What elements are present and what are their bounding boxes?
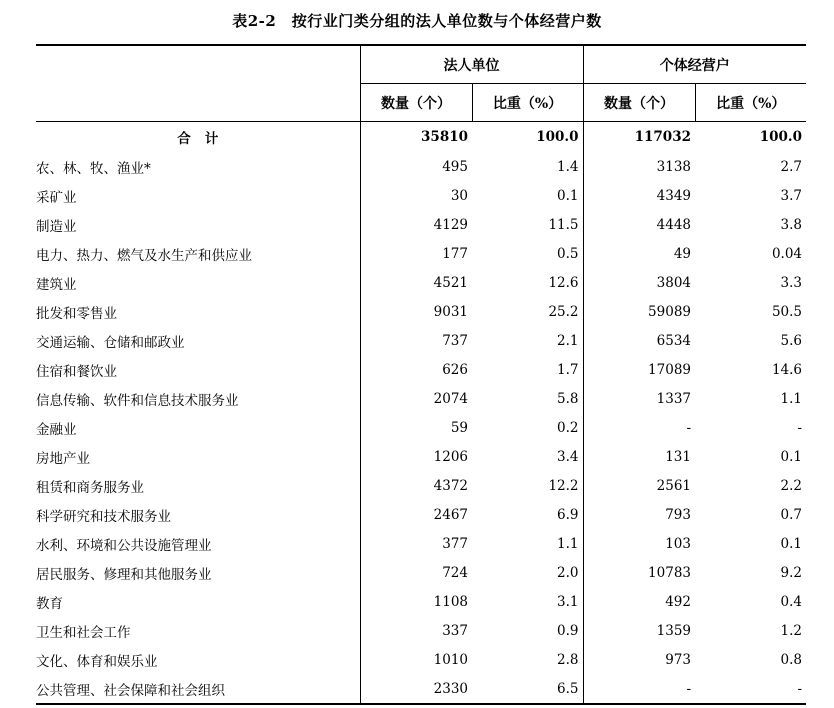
table-row bbox=[36, 181, 806, 210]
individual-ratio-cell: 1.1 bbox=[780, 390, 802, 407]
table-row bbox=[36, 529, 806, 558]
legal-count-cell: 4129 bbox=[360, 210, 472, 239]
legal-count-cell: 177 bbox=[360, 239, 472, 268]
table-title: 表2-2 按行业门类分组的法人单位数与个体经营户数 bbox=[232, 12, 602, 30]
header-group-row bbox=[36, 45, 806, 84]
individual-ratio-cell: 1.2 bbox=[780, 622, 802, 639]
individual-count-cell: 2561 bbox=[583, 471, 695, 500]
industry-label: 居民服务、修理和其他服务业 bbox=[36, 566, 212, 583]
legal-ratio-cell: 2.8 bbox=[557, 651, 579, 668]
table-row bbox=[36, 645, 806, 674]
header-individual-count: 数量（个） bbox=[583, 84, 695, 122]
legal-count-cell: 1206 bbox=[360, 442, 472, 471]
individual-count-cell: - bbox=[583, 674, 695, 704]
industry-label: 交通运输、仓储和邮政业 bbox=[36, 334, 185, 351]
legal-count-cell: 626 bbox=[360, 355, 472, 384]
individual-ratio-cell: 0.04 bbox=[771, 245, 802, 262]
legal-ratio-cell: 0.9 bbox=[557, 622, 579, 639]
table-row bbox=[36, 297, 806, 326]
header-legal-count: 数量（个） bbox=[360, 84, 472, 122]
individual-count-cell: 973 bbox=[583, 645, 695, 674]
legal-count-cell: 4521 bbox=[360, 268, 472, 297]
industry-label: 卫生和社会工作 bbox=[36, 624, 131, 641]
individual-count-cell: 492 bbox=[583, 587, 695, 616]
individual-count-cell: 3138 bbox=[583, 152, 695, 181]
individual-count-cell: 131 bbox=[583, 442, 695, 471]
industry-label: 信息传输、软件和信息技术服务业 bbox=[36, 392, 239, 409]
legal-ratio-cell: 12.6 bbox=[548, 274, 579, 291]
legal-ratio-cell: 0.5 bbox=[557, 245, 579, 262]
legal-ratio-cell: 1.7 bbox=[557, 361, 579, 378]
table-header bbox=[36, 45, 806, 122]
table-row bbox=[36, 616, 806, 645]
legal-ratio-cell: 0.1 bbox=[557, 187, 579, 204]
industry-label: 租赁和商务服务业 bbox=[36, 479, 144, 496]
legal-count-cell: 30 bbox=[360, 181, 472, 210]
legal-count-cell: 1010 bbox=[360, 645, 472, 674]
table-row bbox=[36, 326, 806, 355]
individual-ratio-cell: 9.2 bbox=[780, 564, 802, 581]
individual-ratio-cell: 50.5 bbox=[771, 303, 802, 320]
individual-ratio-cell: 0.1 bbox=[780, 448, 802, 465]
individual-count-cell: - bbox=[583, 413, 695, 442]
individual-count-cell: 1359 bbox=[583, 616, 695, 645]
legal-count-cell: 337 bbox=[360, 616, 472, 645]
total-legal-ratio: 100.0 bbox=[536, 129, 579, 145]
individual-ratio-cell: 5.6 bbox=[780, 332, 802, 349]
legal-ratio-cell: 2.0 bbox=[557, 564, 579, 581]
individual-count-cell: 3804 bbox=[583, 268, 695, 297]
individual-count-cell: 4448 bbox=[583, 210, 695, 239]
individual-ratio-cell: 0.8 bbox=[780, 651, 802, 668]
legal-ratio-cell: 11.5 bbox=[548, 216, 579, 233]
total-legal-count: 35810 bbox=[360, 122, 472, 153]
industry-label: 建筑业 bbox=[36, 276, 77, 293]
total-individual-count: 117032 bbox=[583, 122, 695, 153]
legal-count-cell: 1108 bbox=[360, 587, 472, 616]
individual-ratio-cell: 2.2 bbox=[780, 477, 802, 494]
individual-ratio-cell: 0.1 bbox=[780, 535, 802, 552]
industry-label: 住宿和餐饮业 bbox=[36, 363, 117, 380]
legal-count-cell: 59 bbox=[360, 413, 472, 442]
individual-count-cell: 793 bbox=[583, 500, 695, 529]
table-row bbox=[36, 210, 806, 239]
legal-ratio-cell: 6.9 bbox=[557, 506, 579, 523]
industry-label: 教育 bbox=[36, 595, 63, 612]
legal-ratio-cell: 5.8 bbox=[557, 390, 579, 407]
header-industry-cell bbox=[36, 45, 360, 122]
legal-count-cell: 377 bbox=[360, 529, 472, 558]
legal-ratio-cell: 25.2 bbox=[548, 303, 579, 320]
industry-label: 农、林、牧、渔业* bbox=[36, 160, 151, 177]
table-row bbox=[36, 587, 806, 616]
industry-label: 公共管理、社会保障和社会组织 bbox=[36, 674, 360, 704]
table-row bbox=[36, 500, 806, 529]
legal-ratio-cell: 1.4 bbox=[557, 158, 579, 175]
industry-label: 科学研究和技术服务业 bbox=[36, 508, 171, 525]
header-legal-ratio: 比重（%） bbox=[472, 84, 583, 122]
legal-ratio-cell: 0.2 bbox=[557, 419, 579, 436]
individual-count-cell: 17089 bbox=[583, 355, 695, 384]
legal-ratio-cell: 1.1 bbox=[557, 535, 579, 552]
industry-label: 水利、环境和公共设施管理业 bbox=[36, 537, 212, 554]
individual-ratio-cell: 3.8 bbox=[780, 216, 802, 233]
individual-count-cell: 103 bbox=[583, 529, 695, 558]
industry-label: 房地产业 bbox=[36, 450, 90, 467]
table-row bbox=[36, 355, 806, 384]
legal-count-cell: 9031 bbox=[360, 297, 472, 326]
table-row bbox=[36, 674, 806, 704]
total-row bbox=[36, 122, 806, 153]
legal-count-cell: 4372 bbox=[360, 471, 472, 500]
individual-ratio-cell: 2.7 bbox=[780, 158, 802, 175]
individual-count-cell: 59089 bbox=[583, 297, 695, 326]
legal-ratio-cell: 12.2 bbox=[548, 477, 579, 494]
header-individual-households: 个体经营户 bbox=[583, 45, 806, 84]
table-row bbox=[36, 442, 806, 471]
header-individual-ratio: 比重（%） bbox=[695, 84, 806, 122]
individual-count-cell: 49 bbox=[583, 239, 695, 268]
individual-ratio-cell: 3.7 bbox=[780, 187, 802, 204]
table-row bbox=[36, 413, 806, 442]
total-individual-ratio: 100.0 bbox=[759, 129, 802, 145]
industry-label: 金融业 bbox=[36, 421, 77, 438]
legal-count-cell: 2074 bbox=[360, 384, 472, 413]
table-row bbox=[36, 239, 806, 268]
legal-ratio-cell: 3.1 bbox=[557, 593, 579, 610]
table-body bbox=[36, 122, 806, 705]
legal-ratio-cell: 2.1 bbox=[557, 332, 579, 349]
table-row bbox=[36, 152, 806, 181]
industry-label: 电力、热力、燃气及水生产和供应业 bbox=[36, 247, 252, 264]
industry-table bbox=[36, 44, 806, 705]
individual-ratio-cell: 0.4 bbox=[780, 593, 802, 610]
legal-count-cell: 495 bbox=[360, 152, 472, 181]
table-row bbox=[36, 558, 806, 587]
header-legal-units: 法人单位 bbox=[360, 45, 583, 84]
legal-count-cell: 737 bbox=[360, 326, 472, 355]
individual-ratio-cell: - bbox=[797, 419, 802, 436]
table-row bbox=[36, 471, 806, 500]
individual-count-cell: 10783 bbox=[583, 558, 695, 587]
individual-ratio-cell: 14.6 bbox=[771, 361, 802, 378]
individual-ratio-cell: - bbox=[695, 674, 806, 704]
total-label: 合计 bbox=[177, 131, 233, 147]
legal-count-cell: 2467 bbox=[360, 500, 472, 529]
table-row bbox=[36, 384, 806, 413]
individual-count-cell: 1337 bbox=[583, 384, 695, 413]
individual-count-cell: 4349 bbox=[583, 181, 695, 210]
legal-count-cell: 2330 bbox=[360, 674, 472, 704]
individual-ratio-cell: 0.7 bbox=[780, 506, 802, 523]
legal-ratio-cell: 6.5 bbox=[472, 674, 583, 704]
industry-label: 采矿业 bbox=[36, 189, 77, 206]
industry-label: 制造业 bbox=[36, 218, 77, 235]
industry-label: 批发和零售业 bbox=[36, 305, 117, 322]
individual-count-cell: 6534 bbox=[583, 326, 695, 355]
legal-ratio-cell: 3.4 bbox=[557, 448, 579, 465]
table-row bbox=[36, 268, 806, 297]
individual-ratio-cell: 3.3 bbox=[780, 274, 802, 291]
industry-label: 文化、体育和娱乐业 bbox=[36, 653, 158, 670]
legal-count-cell: 724 bbox=[360, 558, 472, 587]
